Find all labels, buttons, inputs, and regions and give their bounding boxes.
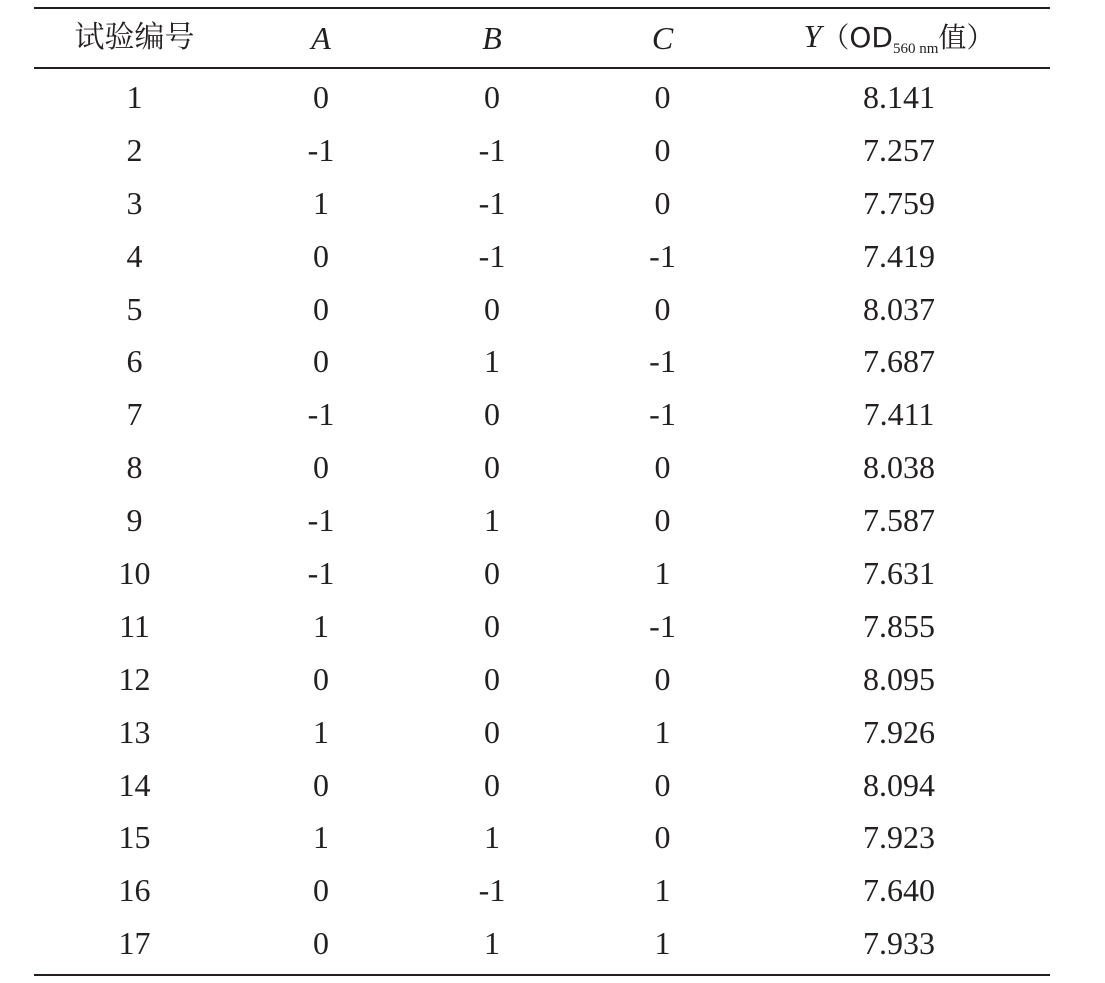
factor-c-cell: 0	[654, 660, 671, 697]
data-table	[34, 7, 1050, 976]
table-row	[34, 811, 1050, 864]
response-y-cell: 7.759	[863, 184, 935, 221]
table-row	[34, 705, 1050, 758]
factor-c-cell: -1	[649, 237, 676, 274]
factor-b-cell: -1	[478, 131, 506, 168]
response-y-cell: 7.926	[863, 713, 935, 750]
factor-a-cell: 0	[313, 290, 329, 327]
factor-a-cell: -1	[307, 396, 335, 433]
table-row	[34, 229, 1050, 282]
table-header-row	[34, 9, 1050, 67]
trial-number-cell: 17	[118, 925, 151, 962]
factor-b-cell: 1	[484, 925, 500, 962]
factor-b-cell: 0	[484, 554, 500, 591]
factor-a-cell: 0	[313, 766, 329, 803]
response-y-cell: 8.038	[863, 449, 935, 486]
trial-number-cell: 10	[118, 554, 151, 591]
trial-number-cell: 6	[126, 343, 143, 380]
response-y-cell: 7.419	[863, 237, 935, 274]
response-y-cell: 7.631	[863, 554, 935, 591]
table-row	[34, 547, 1050, 600]
response-y-cell: 7.257	[863, 131, 935, 168]
table-row	[34, 758, 1050, 811]
trial-number-cell: 3	[126, 184, 143, 221]
response-y-cell: 7.587	[863, 502, 935, 539]
factor-b-cell: 0	[484, 660, 500, 697]
table-row	[34, 441, 1050, 494]
factor-c-cell: 0	[654, 184, 671, 221]
factor-b-cell: 0	[484, 290, 500, 327]
factor-b-cell: 0	[484, 766, 500, 803]
trial-number-cell: 14	[118, 766, 151, 803]
response-y-cell: 7.411	[863, 396, 935, 433]
header-y-tail: 值）	[938, 20, 995, 54]
factor-c-cell: 1	[654, 872, 671, 909]
table-row	[34, 652, 1050, 705]
trial-number-cell: 2	[126, 131, 143, 168]
factor-a-cell: 1	[313, 607, 329, 644]
response-y-cell: 8.095	[863, 660, 935, 697]
factor-a-cell: 0	[313, 237, 329, 274]
table-row	[34, 388, 1050, 441]
header-factor-c: C	[651, 20, 674, 56]
factor-b-cell: -1	[478, 184, 506, 221]
factor-c-cell: 0	[654, 766, 671, 803]
factor-c-cell: -1	[649, 607, 676, 644]
response-y-cell: 8.141	[863, 78, 935, 115]
factor-a-cell: 0	[313, 78, 329, 115]
trial-number-cell: 5	[126, 290, 143, 327]
factor-c-cell: 0	[654, 819, 671, 856]
factor-a-cell: 1	[313, 819, 329, 856]
trial-number-cell: 4	[126, 237, 143, 274]
trial-number-cell: 9	[126, 502, 143, 539]
factor-a-cell: 0	[313, 925, 329, 962]
factor-b-cell: 1	[484, 343, 500, 380]
factor-a-cell: 1	[313, 184, 329, 221]
header-y-open: （OD	[821, 20, 893, 54]
table-row	[34, 917, 1050, 970]
factor-b-cell: -1	[478, 237, 506, 274]
factor-c-cell: 0	[654, 78, 671, 115]
header-response-y	[748, 17, 1050, 57]
trial-number-cell: 16	[118, 872, 151, 909]
factor-c-cell: 1	[654, 554, 671, 591]
table-row	[34, 282, 1050, 335]
header-y-variable: Y	[803, 17, 822, 54]
header-trial-number: 试验编号	[74, 20, 195, 55]
factor-a-cell: 0	[313, 872, 329, 909]
header-factor-a: A	[311, 20, 331, 56]
factor-b-cell: 1	[484, 819, 500, 856]
header-factor-b: B	[482, 20, 502, 56]
table-row	[34, 176, 1050, 229]
trial-number-cell: 11	[119, 607, 150, 644]
response-y-cell: 7.687	[863, 343, 935, 380]
factor-a-cell: 0	[313, 343, 329, 380]
factor-b-cell: 0	[484, 713, 500, 750]
factor-b-cell: -1	[478, 872, 506, 909]
trial-number-cell: 8	[126, 449, 143, 486]
trial-number-cell: 12	[118, 660, 151, 697]
factor-a-cell: -1	[307, 554, 335, 591]
factor-b-cell: 0	[484, 449, 500, 486]
factor-c-cell: 0	[654, 449, 671, 486]
table-row	[34, 123, 1050, 176]
table-body	[34, 69, 1050, 974]
factor-a-cell: -1	[307, 131, 335, 168]
response-y-cell: 7.640	[863, 872, 935, 909]
factor-b-cell: 0	[484, 396, 500, 433]
factor-b-cell: 1	[484, 502, 500, 539]
trial-number-cell: 15	[118, 819, 151, 856]
trial-number-cell: 13	[118, 713, 151, 750]
table-row	[34, 335, 1050, 388]
table-row	[34, 71, 1050, 124]
factor-a-cell: 0	[313, 660, 329, 697]
factor-a-cell: -1	[307, 502, 335, 539]
factor-b-cell: 0	[484, 78, 500, 115]
response-y-cell: 8.094	[863, 766, 935, 803]
response-y-cell: 7.933	[863, 925, 935, 962]
factor-c-cell: 1	[654, 713, 671, 750]
factor-c-cell: -1	[649, 343, 676, 380]
header-y-wavelength: 560 nm	[892, 40, 939, 57]
factor-c-cell: 0	[654, 131, 671, 168]
trial-number-cell: 1	[126, 78, 143, 115]
response-y-cell: 7.923	[863, 819, 935, 856]
table-row	[34, 599, 1050, 652]
factor-c-cell: 0	[654, 290, 671, 327]
response-y-cell: 7.855	[863, 607, 935, 644]
table-bottom-rule	[34, 974, 1050, 976]
factor-c-cell: 0	[654, 502, 671, 539]
table-row	[34, 494, 1050, 547]
factor-b-cell: 0	[484, 607, 500, 644]
table-row	[34, 864, 1050, 917]
factor-a-cell: 0	[313, 449, 329, 486]
factor-a-cell: 1	[313, 713, 329, 750]
factor-c-cell: 1	[654, 925, 671, 962]
trial-number-cell: 7	[126, 396, 143, 433]
response-y-cell: 8.037	[863, 290, 935, 327]
factor-c-cell: -1	[649, 396, 676, 433]
